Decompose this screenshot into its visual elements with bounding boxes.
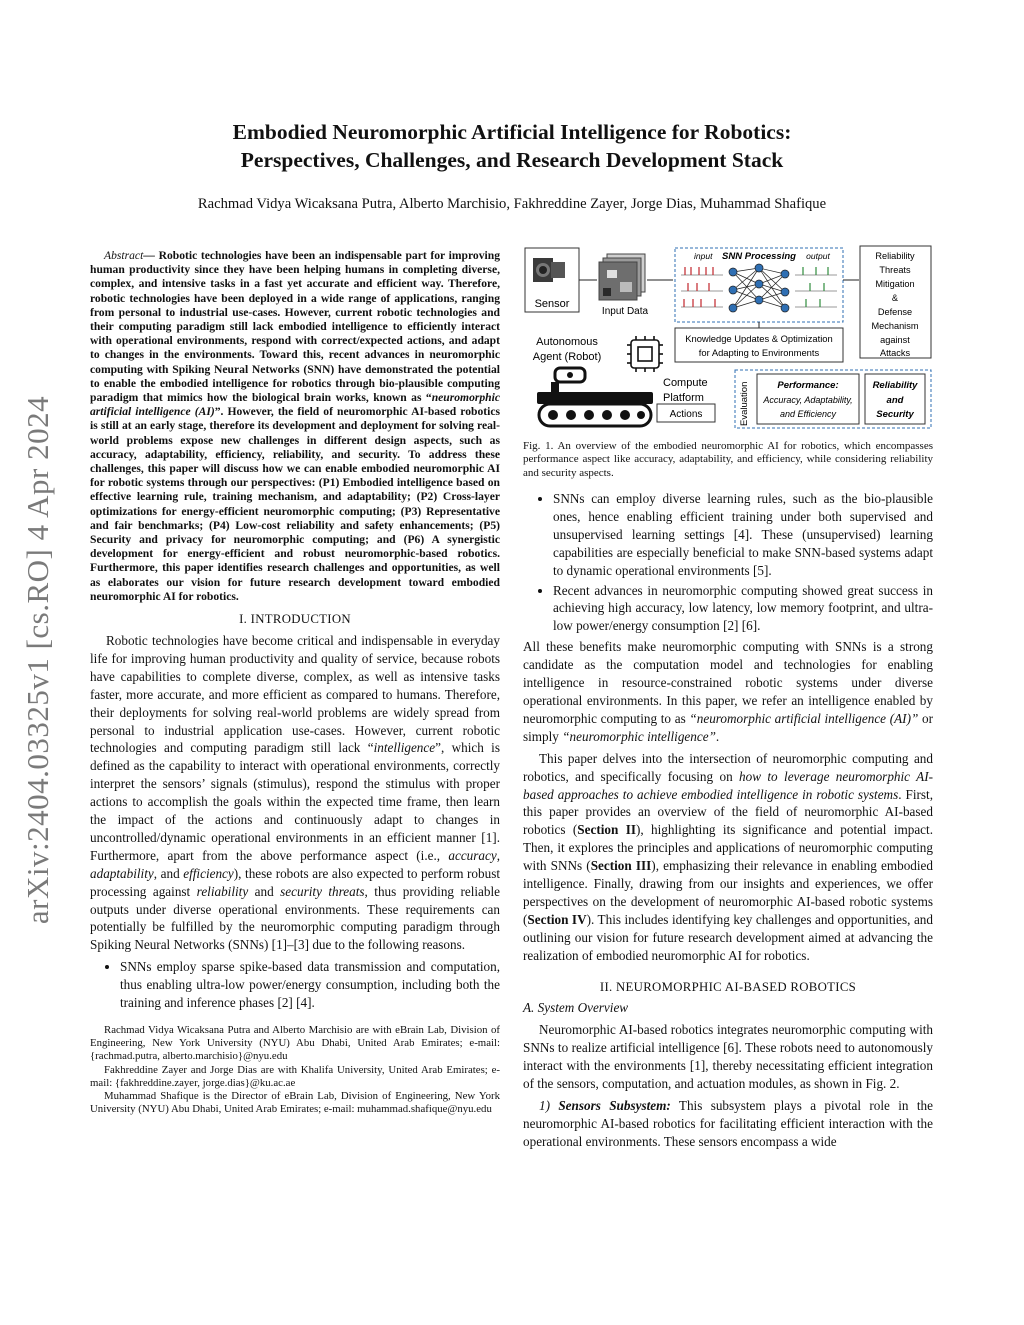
input-data-label: Input Data — [601, 306, 649, 317]
robot-icon — [537, 368, 653, 426]
input-data-image-icon — [599, 254, 645, 300]
reason-list-2 — [523, 490, 933, 635]
left-column — [90, 249, 500, 1116]
section-heading-introduction: I. INTRODUCTION — [239, 612, 351, 627]
agent-label-line2: Agent (Robot) — [532, 351, 602, 363]
input-label: input — [694, 251, 713, 261]
abstract: Abstract— Robotic technologies have been an indispensable part for improving human productivity since they have been helping humans in completing diverse, complex, and intensive tasks in a fast yet accurate and efficient way. Therefore, robotic technologies have been deployed in a wide range of applications, ranging from personal to industrial use-cases. However, current robotic technologies and their computing paradigm still lack embodied intelligence to efficiently interact with operational environments, respond with correct/expected actions, and adapt to changes in the environments. Toward this, recent advances in neuromorphic computing with Spiking Neural Networks (SNN) have demonstrated the potential to enable the embodied intelligence for robotics through bio-plausible computing paradigm that mimics how the biological brain works, known as “neuromorphic artificial intelligence (AI)”. However, the field of neuromorphic AI-based robotics is still at an early stage, therefore its development and deployment for solving real-world problems expose new challenges in different design aspects, such as accuracy, adaptability, efficiency, reliability, and security. To address these challenges, this paper will discuss how we can enable embodied neuromorphic AI for robotic systems through our perspectives: (P1) Embodied intelligence based on effective learning rule, training mechanism, and adaptability; (P2) Cross-layer optimizations for energy-efficient neuromorphic computing; (P3) Representative and fair benchmarks; (P4) Low-cost reliability and safety enhancements; (P5) Security and privacy for neuromorphic computing; and (P6) A synergistic development for energy-efficient and robust neuromorphic-based robotics. Furthermore, this paper identifies research challenges and opportunities, as well as elaborates our vision for future research development toward embodied neuromorphic AI for robotics. — [90, 249, 500, 603]
author-list: Rachmad Vidya Wicaksana Putra, Alberto Marchisio, Fakhreddine Zayer, Jorge Dias, Muhammad Shafique — [197, 196, 827, 212]
figure-1 — [523, 244, 933, 432]
reason-list-1 — [90, 958, 500, 1012]
footnote: Rachmad Vidya Wicaksana Putra and Alberto Marchisio are with eBrain Lab, Division of Engineering, New York University (NYU) Abu Dhabi, United Arab Emirates; e-mail: {rachmad.putra, alberto.marchisio}@nyu.edu — [90, 1024, 500, 1063]
svg-text:Defense: Defense — [877, 307, 913, 317]
system-overview-paragraph: Neuromorphic AI-based robotics integrates neuromorphic computing with SNNs to realize artificial intelligence [6]. These robots need to autonomously interact with the environments [1], thereby necessitating efficient integration of the sensors, computation, and actuation modules, as shown in Fig. 2. — [523, 1022, 933, 1092]
svg-text:against: against — [880, 335, 910, 345]
agent-label-line1: Autonomous — [536, 336, 598, 348]
svg-text:Mitigation: Mitigation — [875, 279, 915, 289]
reliability-security-line1: Reliability — [872, 380, 918, 391]
right-column — [523, 490, 933, 1151]
performance-line3: and Efficiency — [779, 409, 837, 419]
knowledge-updates-line1: Knowledge Updates & Optimization — [685, 333, 833, 344]
list-item: • SNNs can employ diverse learning rules, such as the bio-plausible ones, hence enabling efficient training under both supervised and unsupervised learning settings [4]. These (unsupervised) learning capabilities are especially beneficial to make SNN-based systems adapt to dynamic operational environments [5]. — [553, 490, 933, 580]
overview-paragraph: This paper delves into the intersection of neuromorphic computing and robotics, and specifically focusing on how to leverage neuromorphic AI-based approaches to achieve embodied intelligence in robotic systems. First, this paper provides an overview of the field of neuromorphic AI-based robotics (Section II), highlighting its significance and potential impact. Then, it explores the principles and applications of neuromorphic computing with SNNs (Section III), emphasizing their relevance in enabling embodied intelligence. Finally, drawing from our insights and experiences, we offer perspectives on the development of neuromorphic AI-based robotic systems (Section IV). This includes identifying key challenges and opportunities, and outlining our vision for future research development aimed at advancing the realization of embodied neuromorphic AI for robotics. — [523, 750, 934, 963]
knowledge-updates-line2: for Adapting to Environments — [698, 347, 820, 358]
svg-text:Threats: Threats — [879, 265, 911, 275]
svg-text:Attacks: Attacks — [879, 348, 911, 358]
output-label: output — [806, 251, 830, 261]
evaluation-label: Evaluation — [739, 381, 750, 426]
list-item: • Recent advances in neuromorphic computing showed great success in achieving high accuracy, low latency, low memory footprint, and ultra-low power/energy consumption [2] [6]. — [553, 582, 933, 636]
compute-platform-line2: Platform — [663, 392, 704, 404]
snn-processing-label: SNN Processing — [722, 251, 796, 262]
sensor-label: Sensor — [534, 298, 570, 310]
svg-text:Reliability: Reliability — [875, 251, 915, 261]
svg-text:&: & — [891, 293, 899, 303]
reliability-security-line2: and — [886, 395, 904, 406]
section-heading-robotics: II. NEUROMORPHIC AI-BASED ROBOTICS — [599, 979, 857, 994]
footnotes — [90, 1024, 500, 1116]
actions-label: Actions — [669, 409, 703, 420]
footnote: Muhammad Shafique is the Director of eBrain Lab, Division of Engineering, New York University (NYU) Abu Dhabi, United Arab Emirates; e-mail: muhammad.shafique@nyu.edu — [90, 1090, 500, 1116]
paper-title: Embodied Neuromorphic Artificial Intelligence for Robotics: Perspectives, Challenges, and Research Development Stack — [232, 120, 792, 172]
intro-paragraph: Robotic technologies have become critical and indispensable in everyday life for improving human productivity and quality of service, because robots have capabilities to complete diverse, complex, as well as intensive tasks faster, more accurate, and more efficient as compared to humans. Therefore, their deployments for solving real-world problems are widely spread from personal to industrial application use-cases. However, current robotic technologies and computing paradigm still lack “intelligence”, which is defined as the capability to interact with operational environments, correctly interpret the sensors’ signals (stimulus), respond the stimulus with proper actions to accomplish the goals within the expected time frame, then learn the impact of the actions and continuously adapt to changes in uncontrolled/dynamic operational environments in an efficient manner [1]. Furthermore, apart from the above performance aspect (i.e., accuracy, adaptability, and efficiency), these robots are also expected to perform robust processing against reliability and security threats, thus providing reliable outputs under diverse operational environments. These requirements can potentially be fulfilled by the neuromorphic computing paradigm through Spiking Neural Networks (SNNs) [1]–[3] due to the following reasons. — [90, 632, 501, 953]
chip-icon — [627, 336, 663, 372]
performance-title: Performance: — [777, 380, 839, 391]
svg-text:Mechanism: Mechanism — [871, 321, 919, 331]
list-item: • SNNs employ sparse spike-based data transmission and computation, thus enabling ultra-low power/energy consumption, including both the training and inference phases [2] [4]. — [120, 958, 500, 1012]
performance-line2: Accuracy, Adaptability, — [763, 395, 853, 405]
arxiv-sidebar: arXiv:2404.03325v1 [cs.RO] 4 Apr 2024 — [20, 395, 55, 925]
benefits-paragraph: All these benefits make neuromorphic computing with SNNs is a strong candidate as the computation model and technologies for enabling intelligence in resource-constrained robotic systems under diverse operational environments. In this paper, we refer an intelligence enabled by neuromorphic computing to as “neuromorphic artificial intelligence (AI)” or simply “neuromorphic intelligence”. — [523, 639, 933, 744]
figure-caption: Fig. 1. An overview of the embodied neuromorphic AI for robotics, which encompasses performance aspect like accuracy, adaptability, and efficiency, while considering reliability and security aspects. — [523, 440, 933, 479]
footnote: Fakhreddine Zayer and Jorge Dias are with Khalifa University, United Arab Emirates; e-mail: {fakhreddine.zayer, jorge.dias}@ku.ac.ae — [90, 1063, 500, 1089]
compute-platform-line1: Compute — [663, 377, 708, 389]
sensors-paragraph: 1) Sensors Subsystem: This subsystem plays a pivotal role in the neuromorphic AI-based robotics for facilitating efficient interaction with the operational environments. These sensors encompass a wide — [523, 1098, 933, 1149]
subsection-heading: A. System Overview — [523, 1000, 629, 1016]
reliability-security-line3: Security — [876, 409, 914, 420]
